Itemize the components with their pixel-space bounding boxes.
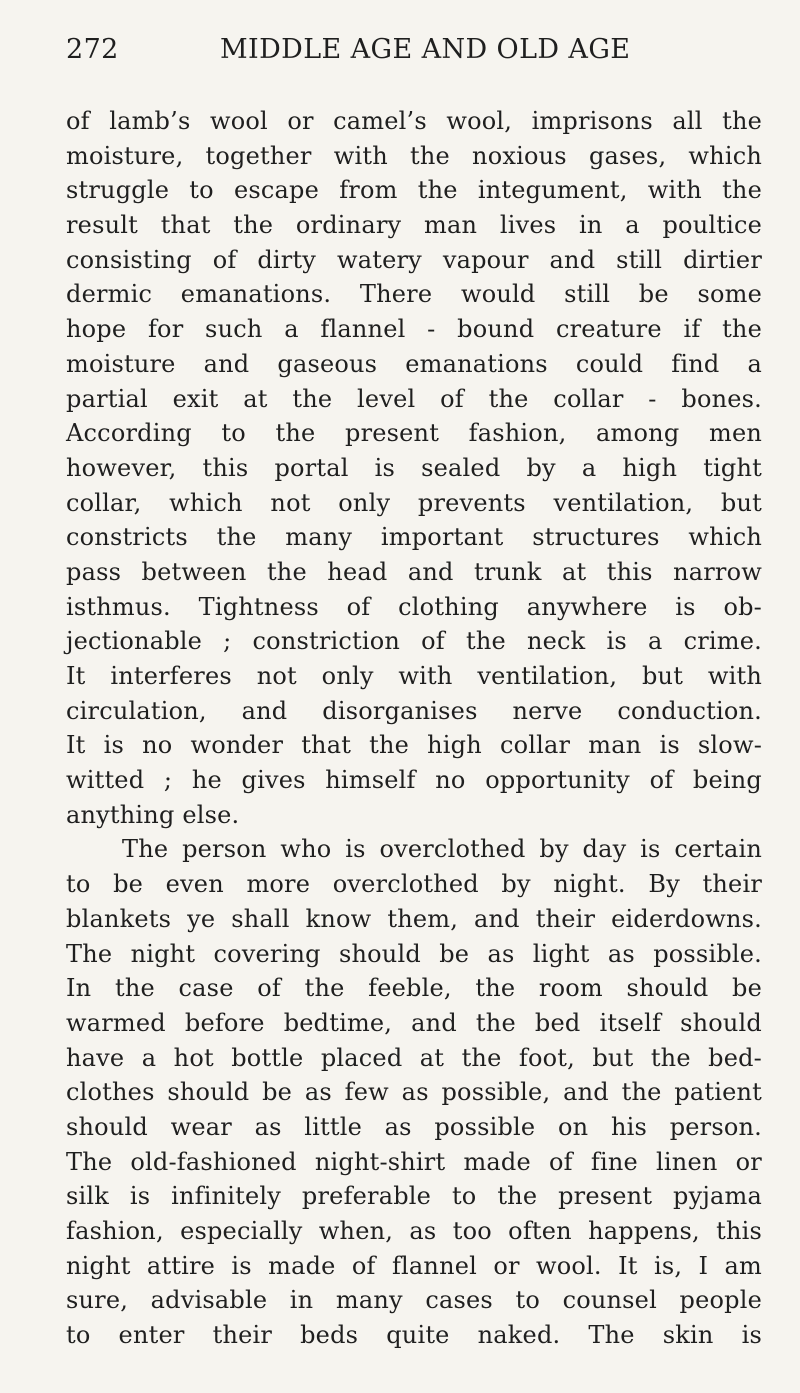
body-text xyxy=(66,104,762,1353)
text-line: to enter their beds quite naked. The skin is xyxy=(66,1321,762,1350)
text-line: It interferes not only with ventilation, but with xyxy=(66,662,762,690)
text-line: should wear as little as possible on his person. xyxy=(66,1112,762,1141)
text-line: In the case of the feeble, the room should be xyxy=(66,974,762,1003)
text-line: sure, advisable in many cases to counsel people xyxy=(66,1286,762,1315)
text-line: fashion, especially when, as too often happens, this xyxy=(66,1217,762,1245)
text-line: warmed before bedtime, and the bed itself should xyxy=(66,1008,762,1037)
text-line: witted ; he gives himself no opportunity of being xyxy=(66,766,762,795)
text-line: have a hot bottle placed at the foot, but the bed- xyxy=(66,1043,762,1072)
text-line: to be even more overclothed by night. By their xyxy=(66,870,762,899)
text-line: dermic emanations. There would still be some xyxy=(66,280,762,309)
text-line: The old-fashioned night-shirt made of fine linen or xyxy=(66,1147,762,1176)
paragraph-first-line: The person who is overclothed by day is certain xyxy=(122,835,762,864)
text-line: hope for such a flannel - bound creature if the xyxy=(66,315,762,344)
text-line: It is no wonder that the high collar man is slow- xyxy=(66,731,762,760)
page-header xyxy=(66,36,762,86)
text-line: blankets ye shall know them, and their eiderdowns. xyxy=(66,904,762,933)
text-line: According to the present fashion, among men xyxy=(66,419,762,448)
text-line: of lamb’s wool or camel’s wool, imprisons all the xyxy=(66,107,762,135)
text-line: collar, which not only prevents ventilation, but xyxy=(66,488,762,517)
text-line: jectionable ; constriction of the neck is a crime. xyxy=(66,627,762,656)
page-number: 272 xyxy=(66,34,119,65)
text-line: isthmus. Tightness of clothing anywhere is ob- xyxy=(66,592,762,621)
text-line: partial exit at the level of the collar - bones. xyxy=(66,384,762,413)
text-line: night attire is made of flannel or wool. It is, I am xyxy=(66,1251,762,1280)
paragraph-end-line: anything else. xyxy=(66,800,240,829)
text-line: The night covering should be as light as possible. xyxy=(66,939,762,968)
text-line: moisture and gaseous emanations could find a xyxy=(66,349,762,378)
text-line: struggle to escape from the integument, with the xyxy=(66,176,762,205)
running-head: MIDDLE AGE AND OLD AGE xyxy=(220,34,631,65)
text-line: result that the ordinary man lives in a poultice xyxy=(66,211,762,240)
text-line: however, this portal is sealed by a high tight xyxy=(66,453,762,482)
text-line: circulation, and disorganises nerve conduction. xyxy=(66,696,762,725)
text-line: silk is infinitely preferable to the present pyjama xyxy=(66,1182,762,1211)
text-line: constricts the many important structures which xyxy=(66,523,762,552)
text-line: pass between the head and trunk at this narrow xyxy=(66,557,762,586)
text-line: consisting of dirty watery vapour and still dirtier xyxy=(66,245,762,274)
text-line: clothes should be as few as possible, and the patient xyxy=(66,1078,762,1107)
text-line: moisture, together with the noxious gases, which xyxy=(66,141,762,170)
